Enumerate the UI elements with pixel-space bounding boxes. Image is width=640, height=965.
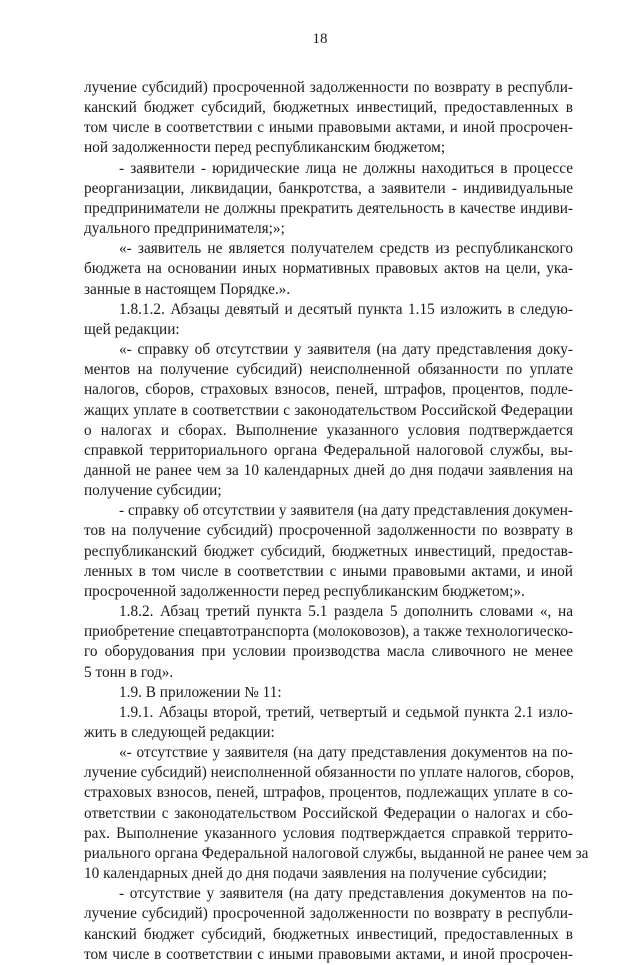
- text-line: канский бюджет субсидий, бюджетных инвестиций, предоставленных в: [84, 925, 573, 943]
- text-line: «- справку об отсутствии у заявителя (на дату представления доку-: [119, 341, 573, 359]
- text-line: республиканский бюджет субсидий, бюджетных инвестиций, предостав-: [84, 542, 573, 560]
- text-line: риального органа Федеральной налоговой службы, выданной не ранее чем за: [84, 844, 589, 862]
- page-number: 18: [312, 31, 328, 47]
- text-line: тов на получение субсидий) просроченной задолженности по возврату в: [84, 522, 573, 540]
- text-line: налогов, сборов, страховых взносов, пеней, штрафов, процентов, подле-: [84, 381, 573, 399]
- text-line: ответствии с законодательством Российской Федерации о налогах и сбо-: [84, 804, 573, 822]
- text-line: 1.8.2. Абзац третий пункта 5.1 раздела 5 дополнить словами «, на: [119, 603, 573, 621]
- text-line: «- отсутствие у заявителя (на дату представления документов на по-: [119, 744, 573, 762]
- text-line: дуального предпринимателя;»;: [84, 220, 285, 238]
- text-line: 1.9. В приложении № 11:: [119, 683, 282, 701]
- text-line: реорганизации, ликвидации, банкротства, а заявители - индивидуальные: [84, 179, 573, 197]
- text-line: просроченной задолженности перед республиканским бюджетом;».: [84, 582, 525, 600]
- text-line: справкой территориального органа Федеральной налоговой службы, вы-: [84, 441, 573, 459]
- text-line: занные в настоящем Порядке.».: [84, 280, 291, 298]
- text-line: ной задолженности перед республиканским бюджетом;: [84, 139, 446, 157]
- text-line: - справку об отсутствии у заявителя (на дату представления докумен-: [119, 502, 573, 520]
- text-line: 1.8.1.2. Абзацы девятый и десятый пункта 1.15 изложить в следую-: [119, 300, 573, 318]
- text-line: страховых взносов, пеней, штрафов, процентов, подлежащих уплате в со-: [84, 784, 573, 802]
- text-line: ленных в том числе в соответствии с иными правовыми актами, и иной: [84, 562, 573, 580]
- text-line: рах. Выполнение указанного условия подтверждается справкой террито-: [84, 824, 573, 842]
- text-line: щей редакции:: [84, 320, 180, 338]
- text-line: 1.9.1. Абзацы второй, третий, четвертый и седьмой пункта 2.1 изло-: [119, 703, 573, 721]
- text-line: ментов на получение субсидий) неисполненной обязанности по уплате: [84, 361, 573, 379]
- text-line: го оборудования при условии производства масла сливочного не менее: [84, 643, 573, 661]
- text-line: бюджета на основании иных нормативных правовых актов на цели, ука-: [84, 260, 573, 278]
- text-line: данной не ранее чем за 10 календарных дней до дня подачи заявления на: [84, 461, 573, 479]
- text-line: том числе в соответствии с иными правовыми актами, и иной просрочен-: [84, 945, 573, 963]
- text-line: 10 календарных дней до дня подачи заявления на получение субсидии;: [84, 865, 547, 883]
- text-line: лучение субсидий) неисполненной обязанности по уплате налогов, сборов,: [84, 764, 575, 782]
- document-body: [84, 78, 589, 965]
- text-line: предприниматели не должны прекратить деятельность в качестве индиви-: [84, 199, 573, 217]
- text-line: лучение субсидий) просроченной задолженности по возврату в республи-: [84, 905, 573, 923]
- text-line: - отсутствие у заявителя (на дату представления документов на по-: [119, 885, 573, 903]
- text-line: 5 тонн в год».: [84, 663, 174, 681]
- text-line: жащих уплате в соответствии с законодательством Российской Федерации: [84, 401, 573, 419]
- text-line: приобретение спецавтотранспорта (молоковозов), а также технологическо-: [84, 623, 574, 641]
- text-line: лучение субсидий) просроченной задолженности по возврату в республи-: [84, 79, 573, 96]
- text-line: получение субсидии;: [84, 482, 222, 500]
- text-line: «- заявитель не является получателем средств из республиканского: [119, 240, 573, 258]
- text-line: - заявители - юридические лица не должны находиться в процессе: [119, 159, 573, 177]
- text-line: жить в следующей редакции:: [84, 724, 275, 741]
- text-line: о налогах и сборах. Выполнение указанного условия подтверждается: [84, 421, 573, 439]
- text-line: том числе в соответствии с иными правовыми актами, и иной просрочен-: [84, 119, 573, 137]
- text-line: канский бюджет субсидий, бюджетных инвестиций, предоставленных в: [84, 99, 573, 117]
